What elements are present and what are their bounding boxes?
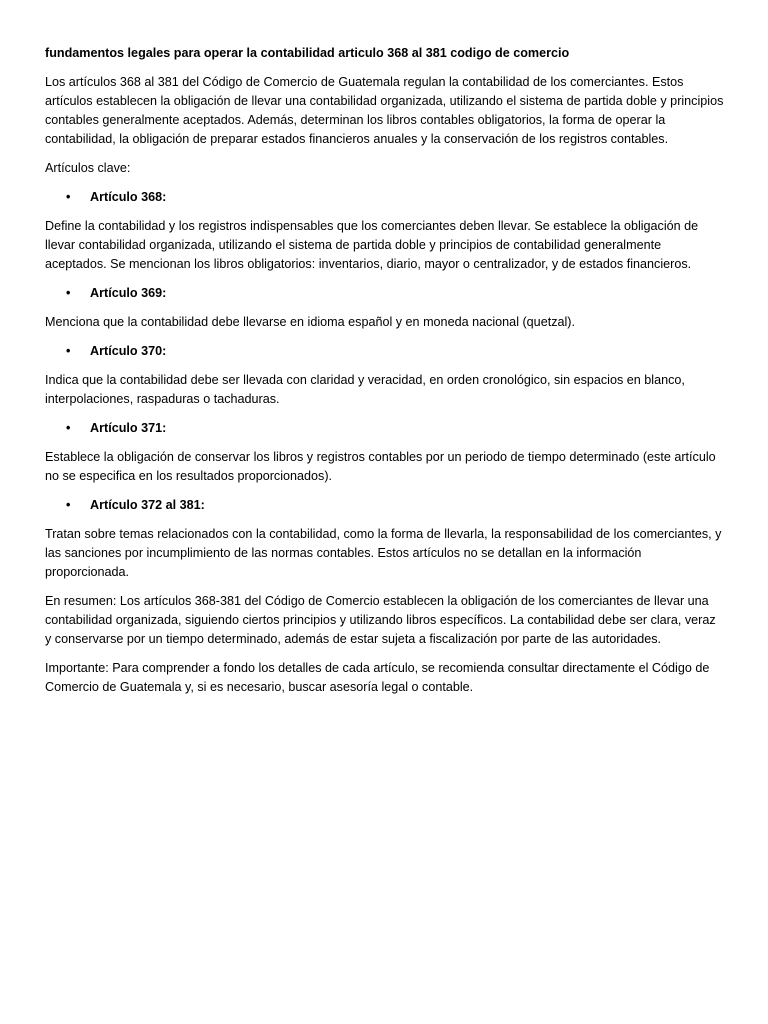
article-368-bullet — [45, 188, 724, 207]
article-368-text: Define la contabilidad y los registros indispensables que los comerciantes deben llevar. Se establece la obligación de llevar contabilidad organizada, utilizando el sistema de partida doble y principios de contabilidad generalmente aceptados. Se mencionan los libros obligatorios: inventarios, diario, mayor o centralizador, y de estados financieros. — [45, 219, 699, 271]
article-372-381-bullet — [45, 496, 724, 515]
intro-paragraph: Los artículos 368 al 381 del Código de Comercio de Guatemala regulan la contabilidad de los comerciantes. Estos artículos establecen la obligación de llevar una contabilidad organizada, utilizando el sistema de partida doble y principios contables generalmente aceptados. Además, determinan los libros contables obligatorios, la forma de operar la contabilidad, la obligación de preparar estados financieros anuales y la conservación de los registros contables. — [45, 75, 724, 146]
article-372-381-label: Artículo 372 al 381: — [90, 498, 205, 512]
article-371-label: Artículo 371: — [90, 421, 167, 435]
key-articles-heading: Artículos clave: — [45, 161, 131, 175]
bullet-icon: • — [66, 344, 71, 358]
bullet-icon: • — [66, 421, 71, 435]
important-paragraph: Importante: Para comprender a fondo los detalles de cada artículo, se recomienda consultar directamente el Código de Comercio de Guatemala y, si es necesario, buscar asesoría legal o contable. — [45, 661, 710, 694]
bullet-icon: • — [66, 286, 71, 300]
summary-paragraph: En resumen: Los artículos 368-381 del Código de Comercio establecen la obligación de los comerciantes de llevar una contabilidad organizada, siguiendo ciertos principios y utilizando libros específicos. La contabilidad debe ser clara, veraz y conservarse por un tiempo determinado, además de estar sujeta a fiscalización por parte de las autoridades. — [45, 594, 716, 646]
article-369-text: Menciona que la contabilidad debe llevarse en idioma español y en moneda nacional (quetzal). — [45, 315, 575, 329]
article-370-bullet — [45, 342, 724, 361]
article-372-381-text: Tratan sobre temas relacionados con la contabilidad, como la forma de llevarla, la responsabilidad de los comerciantes, y las sanciones por incumplimiento de las normas contables. Estos artículos no se detallan en la información proporcionada. — [45, 527, 722, 579]
document-title: fundamentos legales para operar la contabilidad articulo 368 al 381 codigo de comercio — [45, 46, 570, 60]
article-370-label: Artículo 370: — [90, 344, 167, 358]
bullet-icon: • — [66, 498, 71, 512]
article-370-text: Indica que la contabilidad debe ser llevada con claridad y veracidad, en orden cronológico, sin espacios en blanco, interpolaciones, raspaduras o tachaduras. — [45, 373, 685, 406]
bullet-icon: • — [66, 190, 71, 204]
article-369-label: Artículo 369: — [90, 286, 167, 300]
article-371-bullet — [45, 419, 724, 438]
article-368-label: Artículo 368: — [90, 190, 167, 204]
article-371-text: Establece la obligación de conservar los libros y registros contables por un periodo de tiempo determinado (este artículo no se especifica en los resultados proporcionados). — [45, 450, 716, 483]
article-369-bullet — [45, 284, 724, 303]
